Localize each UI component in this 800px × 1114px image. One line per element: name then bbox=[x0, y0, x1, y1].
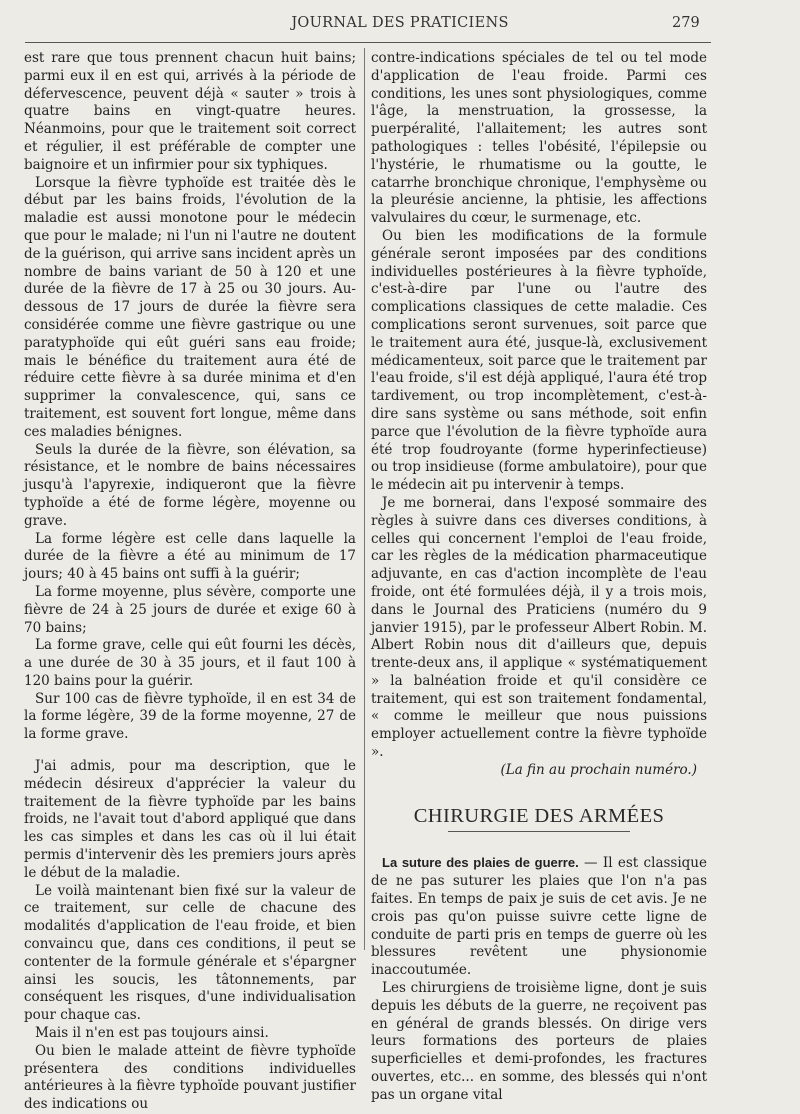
left-paragraph: Ou bien le malade atteint de fièvre typhoïde présentera des conditions individuelles antérieures à la fièvre typhoïde pouvant justifier des indications ou bbox=[24, 1042, 356, 1113]
right-paragraph: Ou bien les modifications de la formule générale seront imposées par des conditions individuelles postérieures à la fièvre typhoïde, c'est-à-dire par l'une ou l'autre des complications classiques de cette maladie. Ces complications seront survenues, soit parce que le traitement aura été, jusque-là, exclusivement médicamenteux, soit parce que le traitement par l'eau froide, s'il est déjà appliqué, l'aura été trop tardivement, ou trop incomplètement, c'est-à-dire sans système ou sans méthode, soit enfin parce que l'évolution de la fièvre typhoïde aura été trop foudroyante (forme hyperinfectieuse) ou trop insidieuse (forme ambulatoire), pour que le médecin ait pu intervenir à temps. bbox=[371, 227, 707, 494]
section-title-rule bbox=[448, 831, 630, 832]
section-paragraph: Les chirurgiens de troisième ligne, dont je suis depuis les débuts de la guerre, ne reçoivent pas en général de grands blessés. On dirige vers leurs formations des porteurs de plaies superficielles et demi-profondes, les fractures ouvertes, etc... en somme, des blessés qui n'ont pas un organe vital bbox=[371, 980, 707, 1103]
left-paragraph: J'ai admis, pour ma description, que le médecin désireux d'apprécier la valeur du traitement de la fièvre typhoïde par les bains froids, ne l'avait tout d'abord appliqué que dans les cas simples et dans les cas où il lui était permis d'intervenir dès les premiers jours après le début de la maladie. bbox=[24, 758, 356, 881]
column-divider bbox=[364, 48, 365, 950]
running-header-title: JOURNAL DES PRATICIENS bbox=[291, 15, 509, 31]
left-paragraph: Mais il n'en est pas toujours ainsi. bbox=[35, 1025, 269, 1042]
continuation-note: (La fin au prochain numéro.) bbox=[500, 761, 697, 778]
section-paragraph bbox=[371, 854, 707, 980]
section-title: CHIRURGIE DES ARMÉES bbox=[413, 804, 665, 827]
left-paragraph: Lorsque la fièvre typhoïde est traitée dès le début par les bains froids, l'évolution de la maladie est aussi monotone pour le médecin que pour le malade; ni l'un ni l'autre ne doutent de la guérison, qui arrive sans incident après un nombre de bains variant de 50 à 120 et une durée de la fièvre de 17 à 25 ou 30 jours. Au-dessous de 17 jours de durée la fièvre sera considérée comme une fièvre gastrique ou une paratyphoïde qui eût guéri sans eau froide; mais le bénéfice du traitement aura été de réduire cette fièvre à sa durée minima et d'en supprimer la convalescence, qui, sans ce traitement, est souvent fort longue, même dans ces maladies bénignes. bbox=[24, 174, 356, 440]
right-column bbox=[371, 50, 707, 1105]
left-paragraph: Sur 100 cas de fièvre typhoïde, il en est 34 de la forme légère, 39 de la forme moyenne, 27 de la forme grave. bbox=[24, 690, 356, 743]
left-paragraph: Seuls la durée de la fièvre, son élévation, sa résistance, et le nombre de bains nécessaires jusqu'à l'apyrexie, indiqueront que la fièvre typhoïde a été de forme légère, moyenne ou grave. bbox=[24, 441, 356, 529]
header-rule bbox=[25, 42, 711, 43]
right-paragraph: contre-indications spéciales de tel ou tel mode d'application de l'eau froide. Parmi ces conditions, les unes sont physiologiques, comme l'âge, la menstruation, la grossesse, la puerpéralité, l'allaitement; les autres sont pathologiques : telles l'obésité, l'épilepsie ou l'hystérie, le rhumatisme ou la goutte, le catarrhe bronchique chronique, l'emphysème ou la pleurésie ancienne, la phtisie, les affections valvulaires du cœur, le surmenage, etc. bbox=[371, 50, 707, 227]
section-subhead: La suture des plaies de guerre. bbox=[382, 855, 579, 871]
left-paragraph: La forme moyenne, plus sévère, comporte une fièvre de 24 à 25 jours de durée et exige 60 à 70 bains; bbox=[24, 583, 356, 636]
left-column bbox=[24, 50, 356, 1114]
page-number: 279 bbox=[672, 15, 700, 31]
section-paragraph-text: — Il est classique de ne pas suturer les plaies que l'on n'a pas faites. En temps de paix je suis de cet avis. Je ne crois pas qu'on puisse suivre cette ligne de conduite de parti pris en temps de guerre où les blessures revêtent une physionomie inaccoutumée. bbox=[371, 855, 707, 979]
left-paragraph: La forme grave, celle qui eût fourni les décès, a une durée de 30 à 35 jours, et il faut 100 à 120 bains pour la guérir. bbox=[24, 637, 356, 689]
left-paragraph: La forme légère est celle dans laquelle la durée de la fièvre a été au minimum de 17 jours; 40 à 45 bains ont suffi à la guérir; bbox=[24, 530, 356, 583]
right-paragraph: Je me bornerai, dans l'exposé sommaire des règles à suivre dans ces diverses conditions, à celles qui concernent l'emploi de l'eau froide, car les règles de la médication pharmaceutique adjuvante, en cas d'action incomplète de l'eau froide, ont été formulées déjà, il y a trois mois, dans le Journal des Praticiens (numéro du 9 janvier 1915), par le professeur Albert Robin. M. Albert Robin nous dit d'ailleurs que, depuis trente-deux ans, il applique « systématiquement » la balnéation froide et qu'il considère ce traitement, qui est son traitement fondamental, « comme le meilleur que nous puissions employer actuellement contre la fièvre typhoïde ». bbox=[371, 494, 707, 761]
left-paragraph: Le voilà maintenant bien fixé sur la valeur de ce traitement, sur celle de chacune des modalités d'application de l'eau froide, et bien convaincu que, dans ces conditions, il peut se contenter de la formule générale et s'épargner ainsi les soucis, les tâtonnements, par conséquent les risques, d'une individualisation pour chaque cas. bbox=[24, 882, 356, 1024]
left-paragraph: est rare que tous prennent chacun huit bains; parmi eux il en est qui, arrivés à la période de défervescence, peuvent déjà « sauter » trois à quatre bains en vingt-quatre heures. Néanmoins, pour que le traitement soit correct et régulier, il est préférable de compter une baignoire et un infirmier pour six typhiques. bbox=[24, 50, 356, 173]
